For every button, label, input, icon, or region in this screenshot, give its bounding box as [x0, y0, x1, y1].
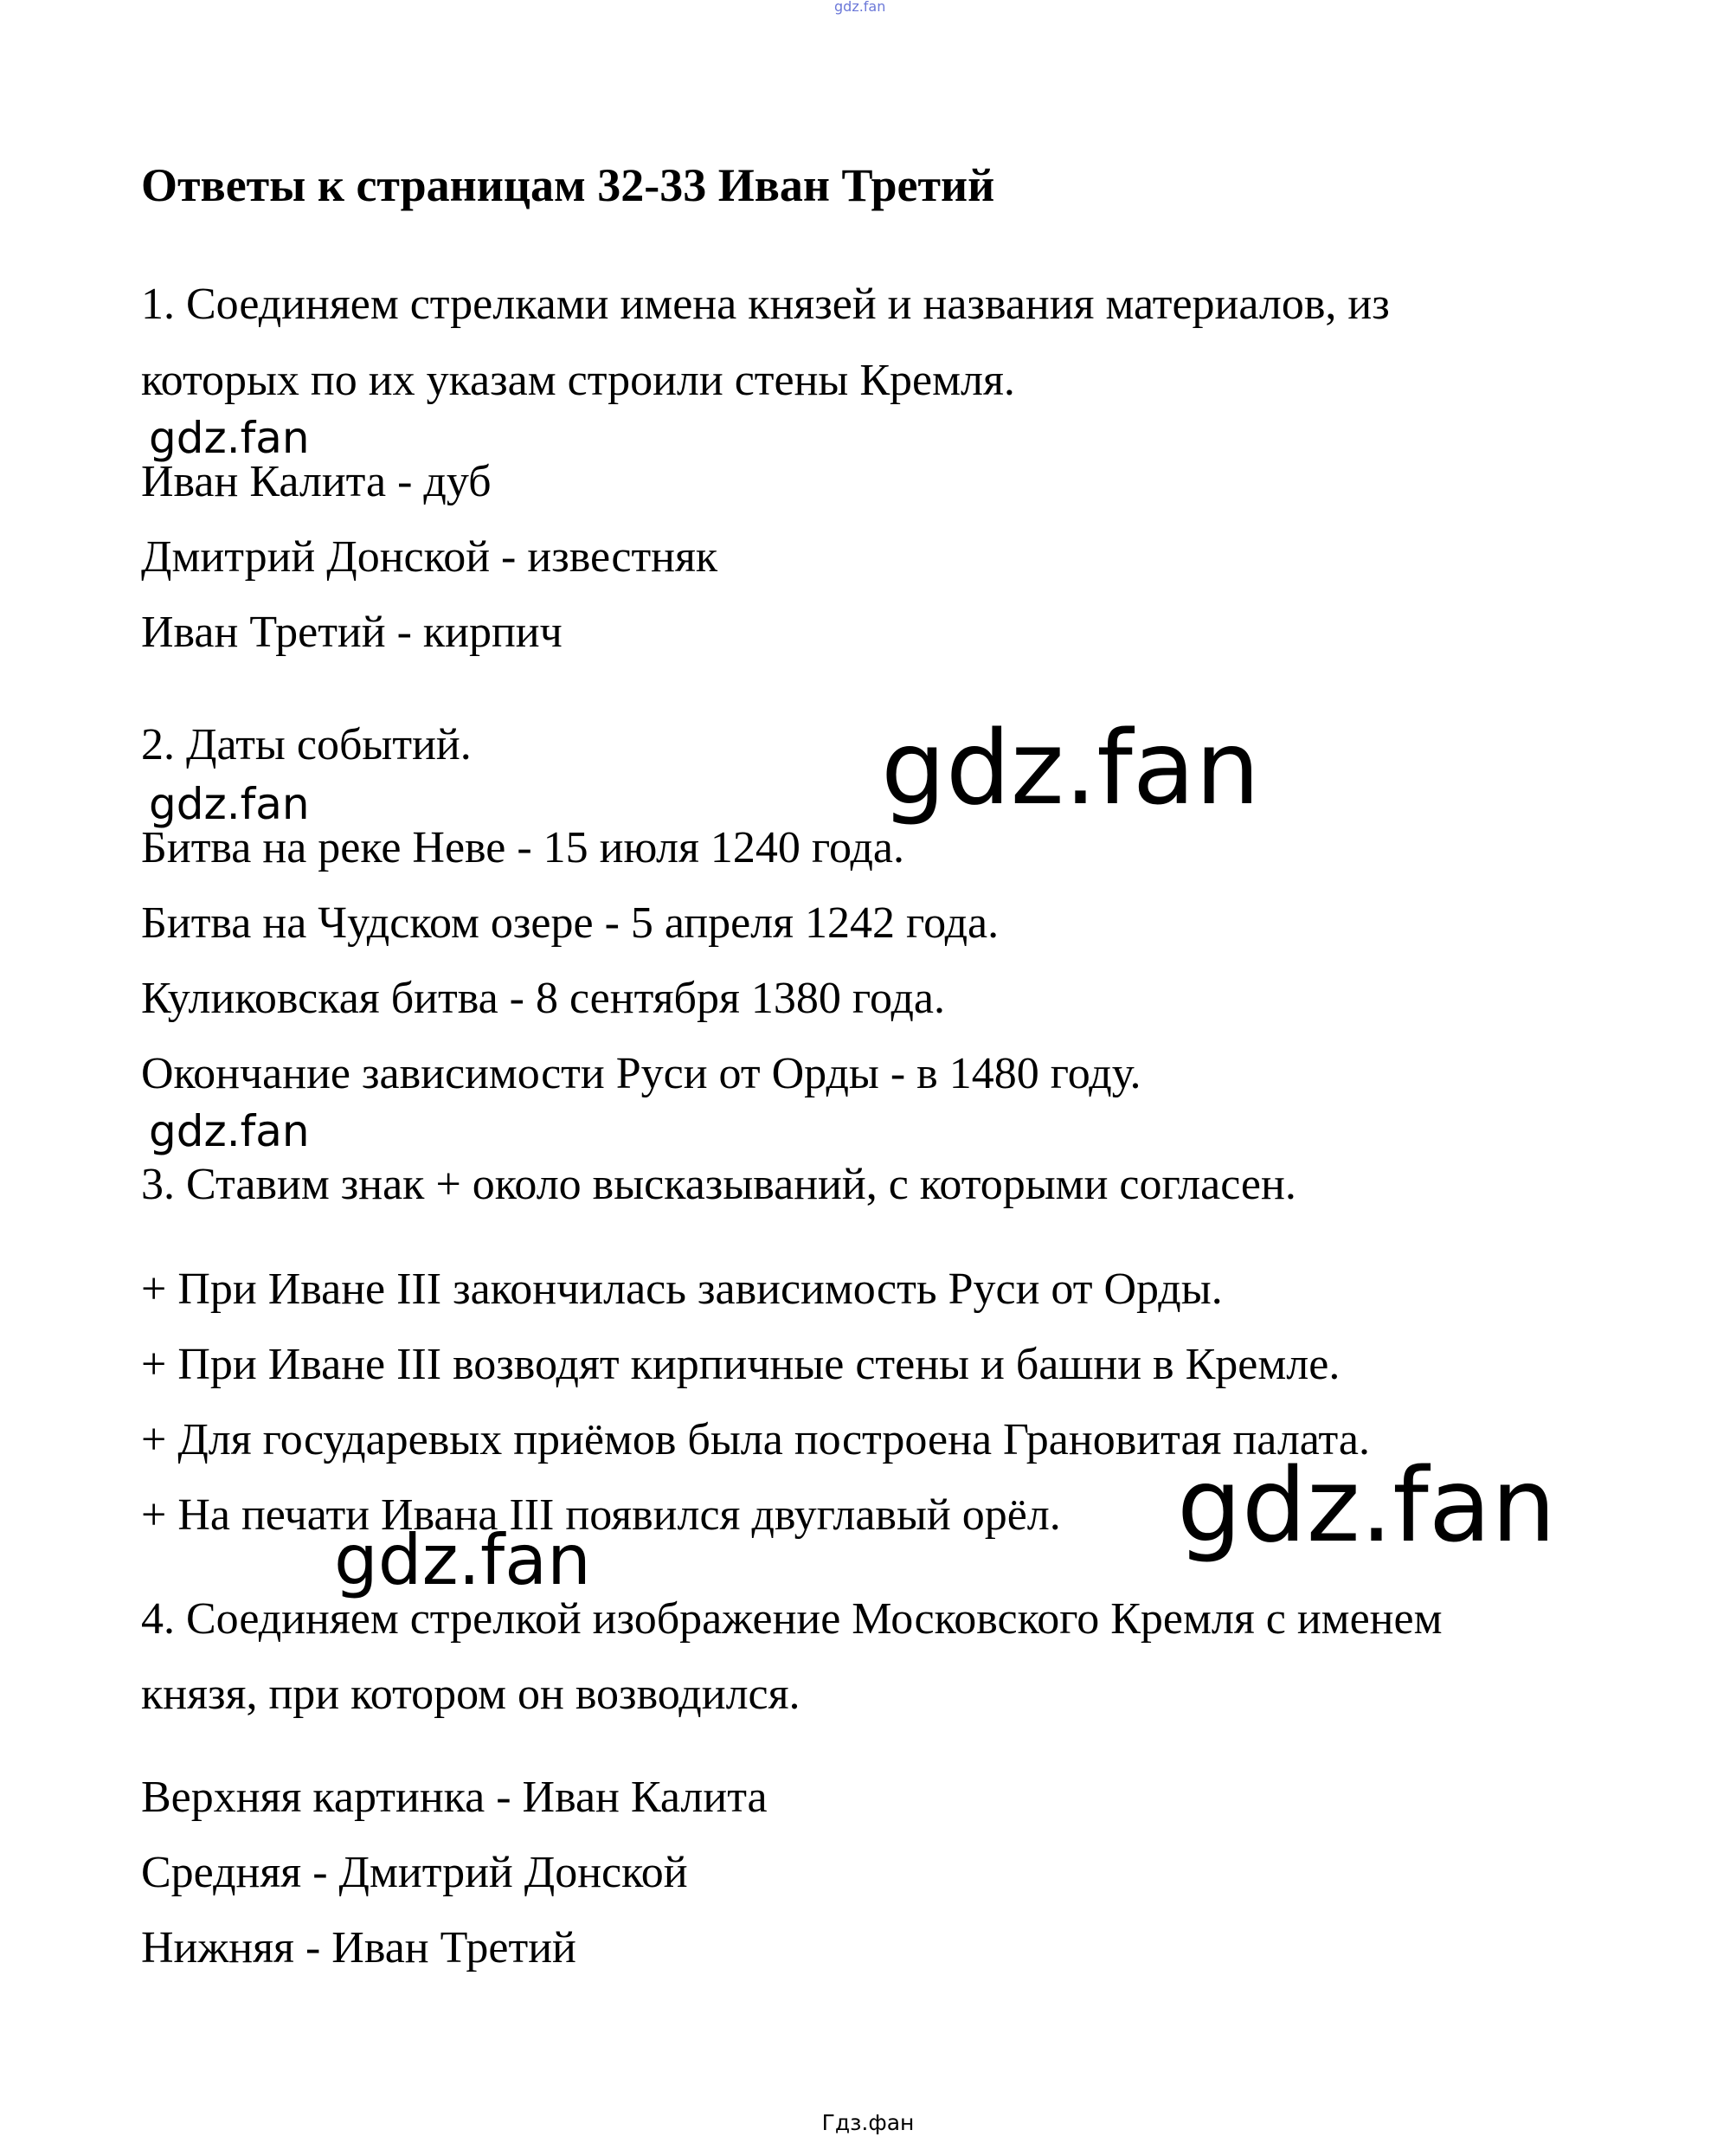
task3-statement: + При Иване III возводят кирпичные стены и башни в Кремле. — [141, 1340, 1341, 1389]
page-footer: Гдз.фан — [821, 2110, 915, 2135]
task4-question-line2: князя, при котором он возводился. — [141, 1670, 800, 1719]
task3-statement: + Для государевых приёмов была построена Грановитая палата. — [141, 1415, 1370, 1464]
task1-answer: Иван Калита - дуб — [141, 457, 492, 506]
page-title: Ответы к страницам 32-33 Иван Третий — [141, 159, 995, 211]
task3-heading: 3. Ставим знак + около высказываний, с которыми согласен. — [141, 1160, 1296, 1209]
task2-answer: Битва на Чудском озере - 5 апреля 1242 года. — [141, 898, 1000, 948]
task3-statement: + При Иване III закончилась зависимость Руси от Орды. — [141, 1265, 1223, 1314]
watermark-small: gdz.fan — [149, 779, 310, 829]
task2-heading: 2. Даты событий. — [141, 720, 472, 769]
task2-answer: Окончание зависимости Руси от Орды - в 1480 году. — [141, 1049, 1141, 1098]
watermark-small: gdz.fan — [149, 1106, 310, 1156]
task1-answer: Иван Третий - кирпич — [141, 608, 563, 657]
watermark-big: gdz.fan — [881, 708, 1260, 827]
task1-question-line1: 1. Соединяем стрелками имена князей и названия материалов, из — [141, 280, 1390, 329]
task1-question-line2: которых по их указам строили стены Кремля. — [141, 356, 1015, 405]
task4-answer: Средняя - Дмитрий Донской — [141, 1848, 688, 1897]
task3-statement: + На печати Ивана III появился двуглавый орёл. — [141, 1490, 1061, 1540]
watermark-small: gdz.fan — [149, 413, 310, 463]
task2-answer: Битва на реке Неве - 15 июля 1240 года. — [141, 823, 904, 872]
task4-question-line1: 4. Соединяем стрелкой изображение Московского Кремля с именем — [141, 1594, 1443, 1644]
watermark-top: gdz.fan — [834, 0, 886, 15]
watermark-medium: gdz.fan — [334, 1520, 591, 1600]
task4-answer: Нижняя - Иван Третий — [141, 1923, 576, 1972]
task1-answer: Дмитрий Донской - известняк — [141, 532, 718, 582]
watermark-big: gdz.fan — [1177, 1445, 1556, 1565]
task2-answer: Куликовская битва - 8 сентября 1380 года. — [141, 974, 945, 1023]
task4-answer: Верхняя картинка - Иван Калита — [141, 1773, 768, 1822]
